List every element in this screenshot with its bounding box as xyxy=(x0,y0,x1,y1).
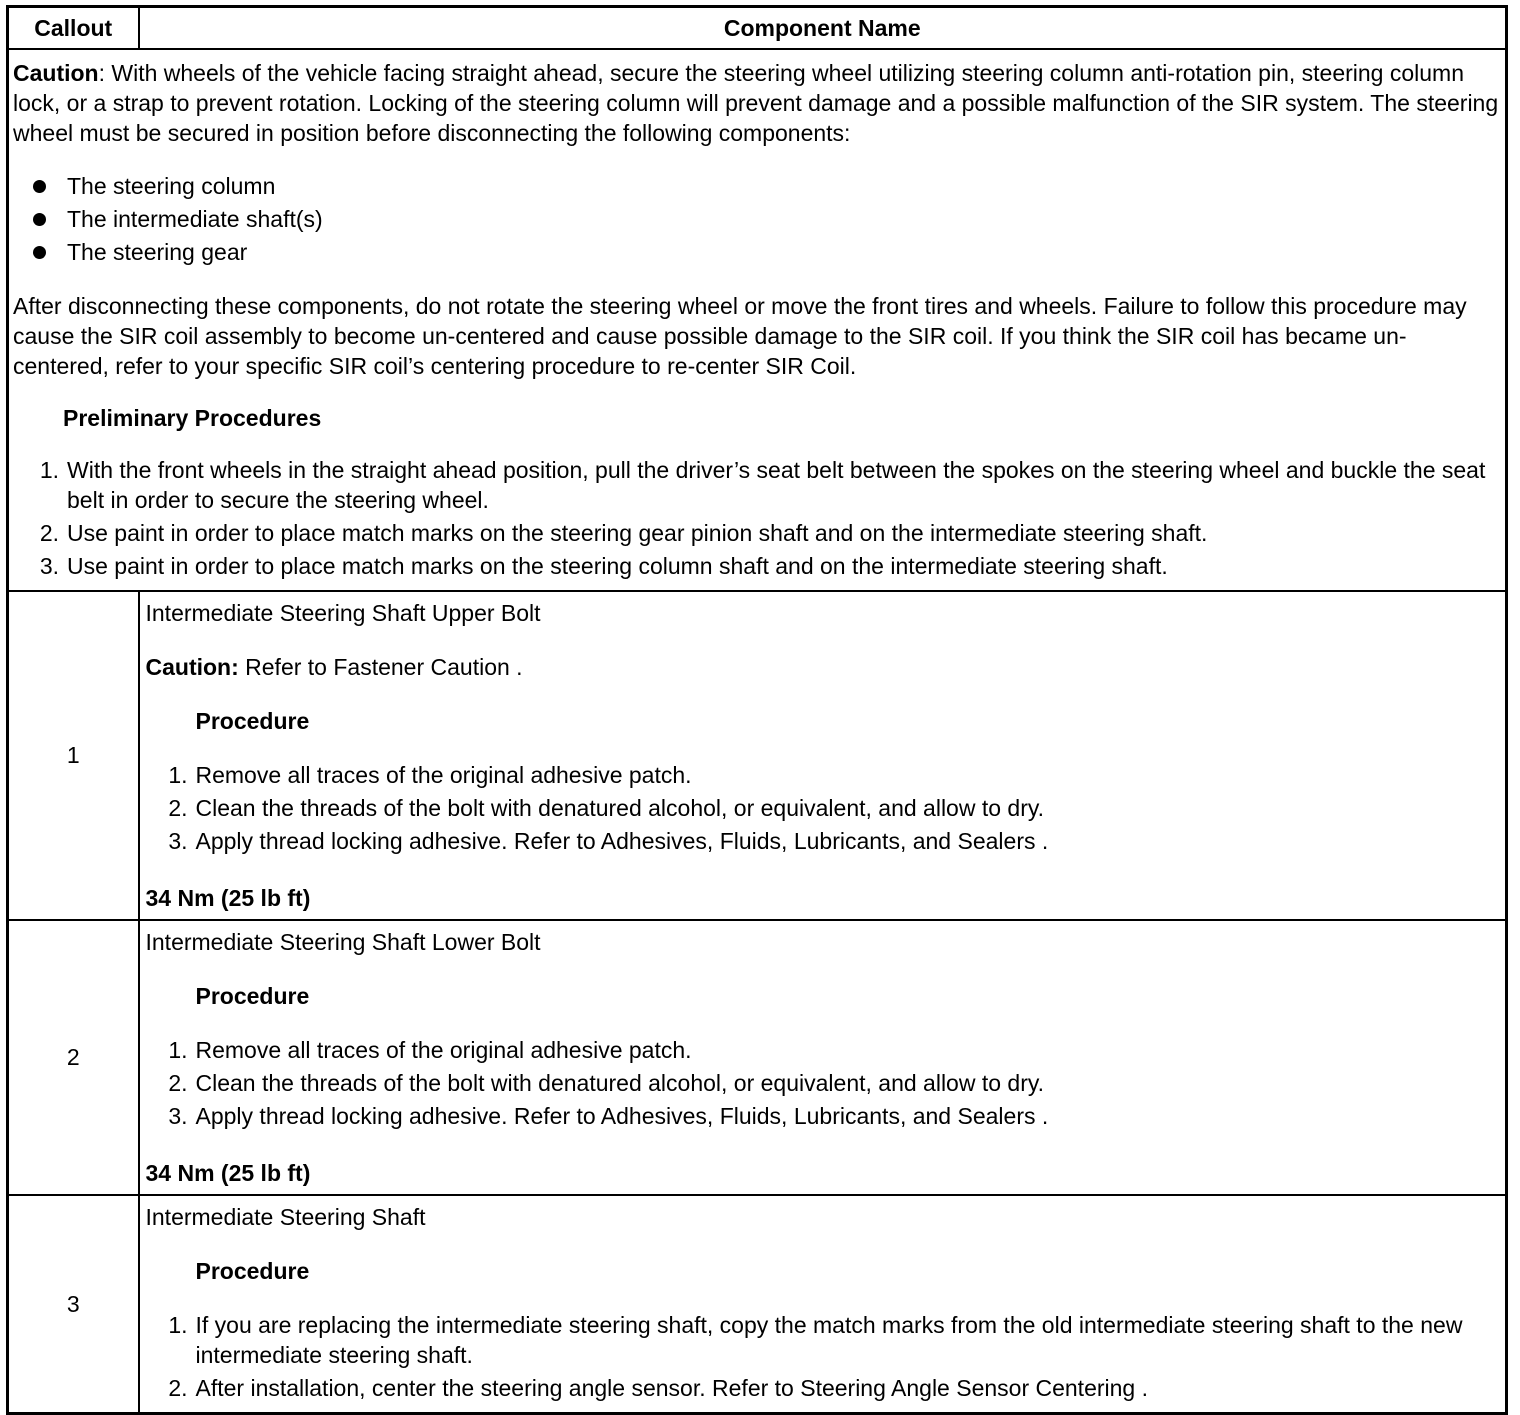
caution-text: : With wheels of the vehicle facing straight ahead, secure the steering wheel utilizing steering column anti-rotation pin, steering column lock, or a strap to prevent rotation. Locking of the steering column will prevent damage and a possible malfunction of the SIR system. The steering wheel must be secured in position before disconnecting the following components: xyxy=(13,60,1499,146)
component-name: Intermediate Steering Shaft xyxy=(145,1204,426,1230)
callout-header: Callout xyxy=(8,7,139,50)
caution-row xyxy=(8,49,1507,591)
list-item: 1. If you are replacing the intermediate steering shaft, copy the match marks from the old intermediate steering shaft to the new intermediate steering shaft. xyxy=(168,1312,1463,1368)
list-item: 1. Remove all traces of the original adhesive patch. xyxy=(168,762,692,788)
bullet-icon xyxy=(33,213,46,226)
procedure-title: Procedure xyxy=(195,1258,310,1284)
list-item: The steering column xyxy=(13,170,1499,203)
bullet-icon xyxy=(33,180,46,193)
table-header-row xyxy=(8,7,1507,50)
procedure-steps xyxy=(146,760,1498,856)
component-table xyxy=(6,5,1508,1415)
list-item: 3. Apply thread locking adhesive. Refer to Adhesives, Fluids, Lubricants, and Sealers . xyxy=(168,828,1049,854)
component-name: Intermediate Steering Shaft Upper Bolt xyxy=(145,600,541,626)
caution-paragraph xyxy=(13,58,1499,148)
procedure-steps xyxy=(146,1310,1498,1403)
torque-spec: 34 Nm (25 lb ft) xyxy=(145,1160,311,1186)
preliminary-steps xyxy=(13,455,1499,581)
procedure-title: Procedure xyxy=(195,708,310,734)
component-bullet-list xyxy=(13,170,1499,269)
list-item: 2. Clean the threads of the bolt with denatured alcohol, or equivalent, and allow to dry. xyxy=(168,795,1045,821)
list-item: 2. After installation, center the steering angle sensor. Refer to Steering Angle Sensor Centering . xyxy=(168,1375,1149,1401)
component-name: Intermediate Steering Shaft Lower Bolt xyxy=(145,929,541,955)
bullet-icon xyxy=(33,246,46,259)
component-name-header: Component Name xyxy=(139,7,1507,50)
component-cell xyxy=(139,591,1507,920)
torque-spec: 34 Nm (25 lb ft) xyxy=(145,885,311,911)
fastener-caution: Caution: Refer to Fastener Caution . xyxy=(145,654,523,680)
callout-number: 1 xyxy=(8,591,139,920)
list-item: 1. With the front wheels in the straight ahead position, pull the driver’s seat belt between the spokes on the steering wheel and buckle the seat belt in order to secure the steering wheel. xyxy=(39,457,1486,513)
after-disconnect-paragraph: After disconnecting these components, do not rotate the steering wheel or move the front tires and wheels. Failure to follow this procedure may cause the SIR coil assembly to become un-centered and cause possible damage to the SIR coil. If you think the SIR coil has became un-centered, refer to your specific SIR coil’s centering procedure to re-center SIR Coil. xyxy=(13,293,1467,379)
callout-number: 3 xyxy=(8,1195,139,1414)
list-item: 3. Apply thread locking adhesive. Refer to Adhesives, Fluids, Lubricants, and Sealers . xyxy=(168,1103,1049,1129)
caution-label: Caution xyxy=(13,60,99,86)
preliminary-procedures-title: Preliminary Procedures xyxy=(63,405,322,431)
procedure-title: Procedure xyxy=(195,983,310,1009)
list-item: 2. Clean the threads of the bolt with denatured alcohol, or equivalent, and allow to dry. xyxy=(168,1070,1045,1096)
list-item: The steering gear xyxy=(13,236,1499,269)
list-item: The intermediate shaft(s) xyxy=(13,203,1499,236)
component-cell xyxy=(139,920,1507,1195)
list-item: 2. Use paint in order to place match marks on the steering gear pinion shaft and on the intermediate steering shaft. xyxy=(39,520,1208,546)
table-row xyxy=(8,1195,1507,1414)
table-row xyxy=(8,591,1507,920)
component-cell xyxy=(139,1195,1507,1414)
table-row xyxy=(8,920,1507,1195)
list-item: 1. Remove all traces of the original adhesive patch. xyxy=(168,1037,692,1063)
callout-number: 2 xyxy=(8,920,139,1195)
document-page xyxy=(6,5,1508,1409)
procedure-steps xyxy=(146,1035,1498,1131)
list-item: 3. Use paint in order to place match marks on the steering column shaft and on the intermediate steering shaft. xyxy=(39,553,1168,579)
caution-cell xyxy=(8,49,1507,591)
